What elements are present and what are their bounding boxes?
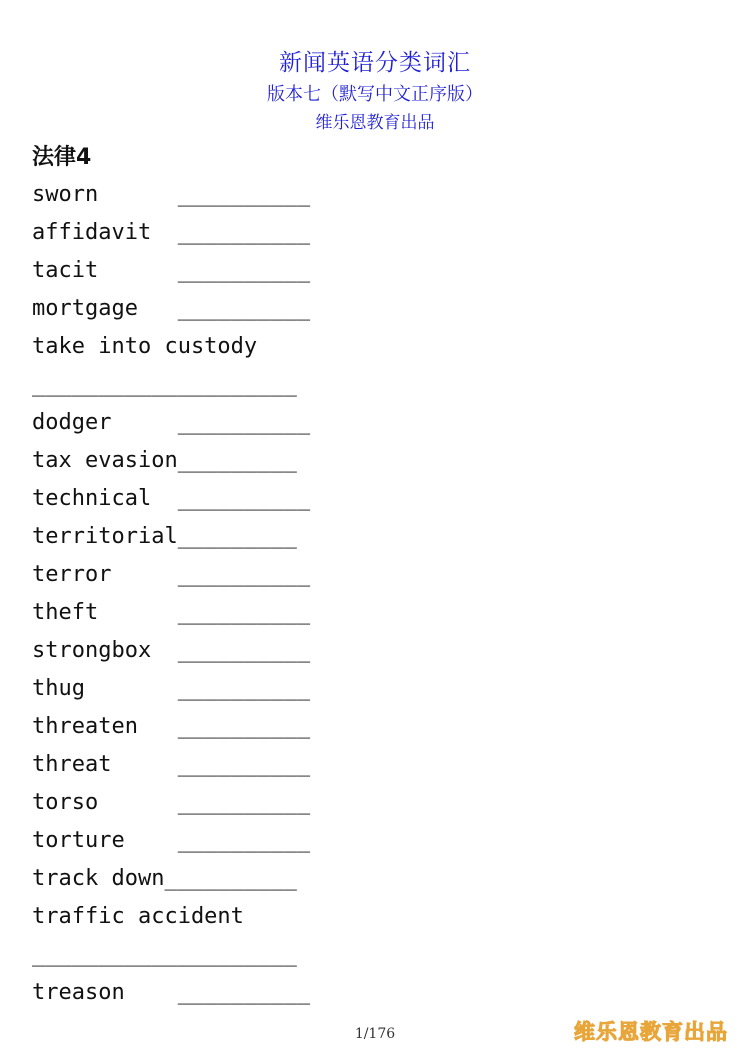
vocab-row: terror __________ [32, 562, 311, 587]
vocab-row: torture __________ [32, 828, 311, 853]
document-subtitle: 版本七（默写中文正序版） [267, 84, 483, 105]
document-title: 新闻英语分类词汇 [279, 50, 471, 76]
vocab-row: treason __________ [32, 980, 311, 1005]
vocab-row: track down__________ [32, 866, 297, 891]
vocab-row: threat __________ [32, 752, 311, 777]
vocab-row: threaten __________ [32, 714, 311, 739]
vocab-blank-row: ____________________ [32, 942, 297, 967]
vocabulary-list [32, 176, 310, 1012]
vocab-row: torso __________ [32, 790, 311, 815]
page-number: 1/176 [354, 1026, 396, 1042]
publisher-watermark: 维乐恩教育出品 [574, 1020, 728, 1044]
publisher-line: 维乐恩教育出品 [315, 113, 435, 133]
vocab-row: traffic accident [32, 904, 244, 929]
vocab-row: dodger __________ [32, 410, 311, 435]
vocab-row: strongbox __________ [32, 638, 311, 663]
vocab-row: tacit __________ [32, 258, 311, 283]
vocab-row: affidavit __________ [32, 220, 311, 245]
vocab-row: mortgage __________ [32, 296, 311, 321]
vocab-row: take into custody [32, 334, 258, 359]
vocab-row: tax evasion_________ [32, 448, 297, 473]
vocab-blank-row: ____________________ [32, 372, 297, 397]
vocab-row: territorial_________ [32, 524, 297, 549]
vocab-row: thug __________ [32, 676, 311, 701]
section-heading: 法律4 [32, 145, 92, 170]
vocab-row: theft __________ [32, 600, 311, 625]
vocab-row: sworn __________ [32, 182, 311, 207]
vocab-row: technical __________ [32, 486, 311, 511]
